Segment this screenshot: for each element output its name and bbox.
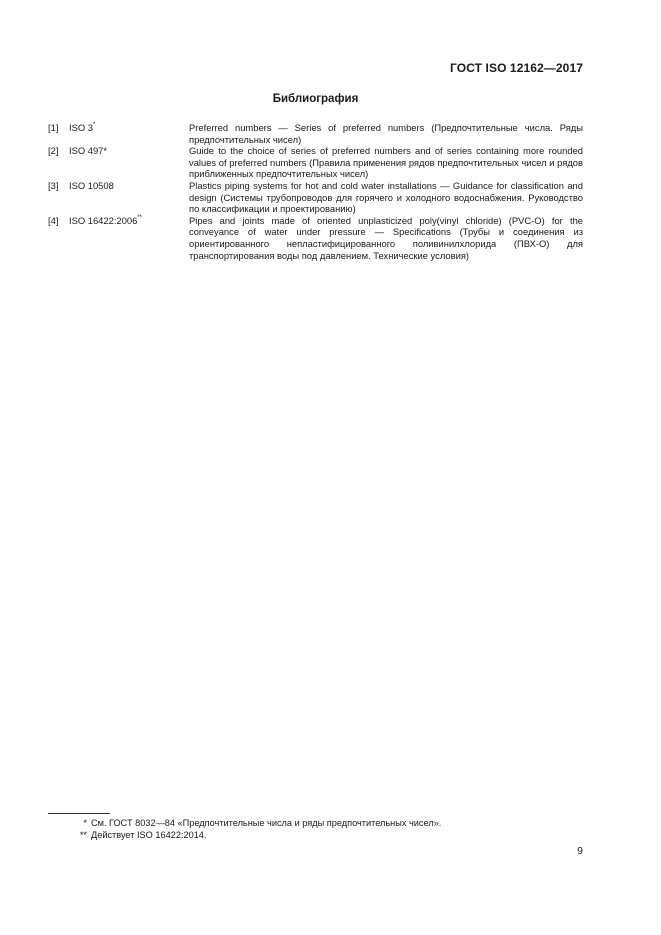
entry-number: [1]: [48, 122, 59, 133]
footnote-divider: [48, 813, 110, 814]
entry-code-text: ISO 3: [69, 122, 93, 133]
entry-code: [69, 145, 189, 180]
entry-description: Pipes and joints made of oriented unplasticized poly(vinyl chloride) (PVC-O) for the conveyance of water under pressure — Specifications (Трубы и соединения из ориентированного непластифицированного поливинилхлорида (ПВХ-О) для транспортирования воды под давлением. Технические условия): [189, 214, 583, 261]
footnote: [75, 818, 441, 830]
title-text: Библиография: [272, 93, 359, 105]
entry-footnote-mark: *: [92, 122, 96, 128]
footnote-text: См. ГОСТ 8032—84 «Предпочтительные числа и ряды предпочтительных чисел».: [91, 818, 442, 828]
footnote-mark: **: [79, 829, 87, 840]
entry-description: Plastics piping systems for hot and cold water installations — Guidance for classification and design (Системы трубопроводов для горячего и холодного водоснабжения. Руководство по классификации и проектированию): [189, 179, 583, 215]
footnote-text: Действует ISO 16422:2014.: [91, 829, 207, 840]
entry-number: [2]: [48, 145, 59, 157]
document-header: ГОСТ ISO 12162—2017: [450, 61, 583, 75]
entry-code: [69, 122, 189, 145]
bibliography-list: [48, 122, 583, 261]
footnotes: [75, 818, 441, 841]
entry-footnote-mark: **: [137, 214, 142, 221]
entry-code: [69, 180, 189, 215]
entry-number: [3]: [48, 179, 59, 191]
entry-number: [4]: [48, 214, 59, 226]
entry-code-text: ISO 16422:2006: [69, 214, 138, 226]
footnote: [75, 830, 441, 842]
bibliography-entry: [48, 122, 583, 145]
entry-code-text: ISO 497*: [69, 145, 108, 157]
page-number: 9: [577, 845, 583, 857]
page-title: [0, 93, 661, 105]
entry-description: Preferred numbers — Series of preferred numbers (Предпочтительные числа. Ряды предпочтительных чисел): [189, 122, 583, 145]
entry-code-text: ISO 10508: [69, 179, 114, 191]
bibliography-entry: [48, 180, 583, 215]
bibliography-entry: [48, 145, 583, 180]
entry-description: Guide to the choice of series of preferred numbers and of series containing more rounded values of preferred numbers (Правила применения рядов предпочтительных чисел и рядов приближенных предпочтительных чисел): [189, 145, 583, 180]
bibliography-entry: [48, 215, 583, 261]
footnote-mark: *: [83, 818, 87, 828]
entry-code: [69, 215, 189, 261]
